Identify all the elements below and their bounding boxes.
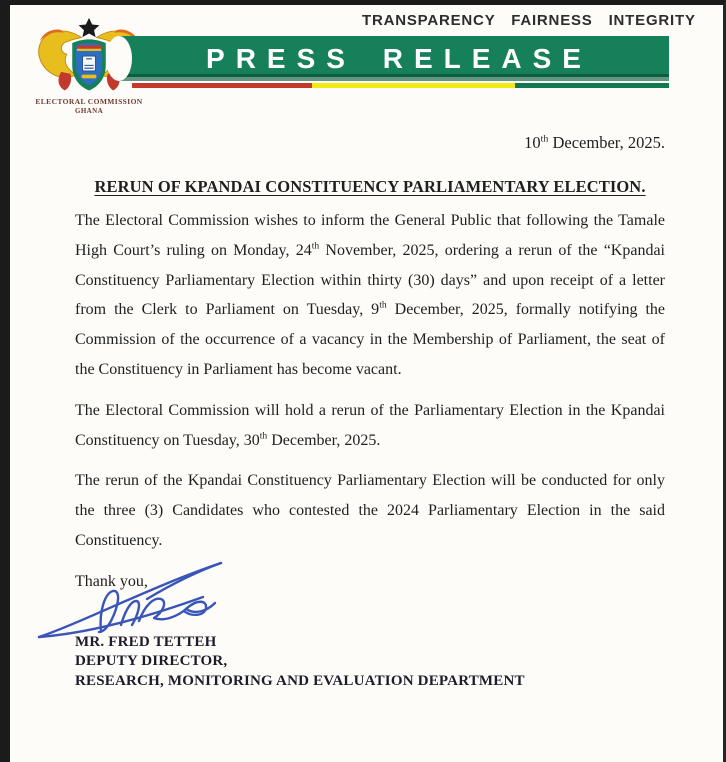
- date-line: 10th December, 2025.: [524, 133, 665, 152]
- signature-block: [75, 597, 665, 709]
- signatory-name: MR. FRED TETTEH: [75, 633, 217, 650]
- press-release-banner: [118, 36, 669, 81]
- logo-org-name: ELECTORAL COMMISSION: [35, 97, 143, 106]
- stripe-green-segment: [515, 83, 669, 88]
- signatory-department: RESEARCH, MONITORING AND EVALUATION DEPARTMENT: [75, 672, 525, 689]
- closing-text: Thank you,: [75, 572, 148, 590]
- stripe-yellow-segment: [312, 83, 515, 88]
- tricolor-stripe: [132, 83, 669, 88]
- logo-country-name: GHANA: [74, 106, 104, 115]
- signatory-details: [75, 633, 525, 692]
- paragraph-1: The Electoral Commission wishes to inform the General Public that following the Tamale High Court’s ruling on Monday, 24th November, 2025, ordering a rerun of the “Kpandai Constituency Parliamentary Election within thirty (30) days” and upon receipt of a letter from the Clerk to Parliament on Tuesday, 9th December, 2025, formally notifying the Commission of the occurrence of a vacancy in the Membership of Parliament, the seat of the Constituency in Parliament has become vacant.: [75, 212, 666, 378]
- paragraph-3: The rerun of the Kpandai Constituency Parliamentary Election will be conducted for only the three (3) Candidates who contested the 2024 Parliamentary Election in the said Constituency.: [75, 472, 665, 549]
- letter-body: [75, 133, 665, 709]
- banner-ribbon-notch: [106, 36, 132, 81]
- signatory-role: DEPUTY DIRECTOR,: [75, 653, 228, 670]
- handwritten-signature: [35, 553, 225, 645]
- motto-text: TRANSPARENCY FAIRNESS INTEGRITY: [362, 12, 696, 29]
- press-release-banner-title: PRESS RELEASE: [206, 42, 592, 74]
- paragraph-2: The Electoral Commission will hold a rerun of the Parliamentary Election in the Kpandai Constituency on Tuesday, 30th December, 2025.: [75, 401, 665, 449]
- logo-caption: [28, 98, 150, 115]
- document-title: RERUN OF KPANDAI CONSTITUENCY PARLIAMENTARY ELECTION.: [94, 177, 646, 196]
- stripe-red-segment: [132, 83, 312, 88]
